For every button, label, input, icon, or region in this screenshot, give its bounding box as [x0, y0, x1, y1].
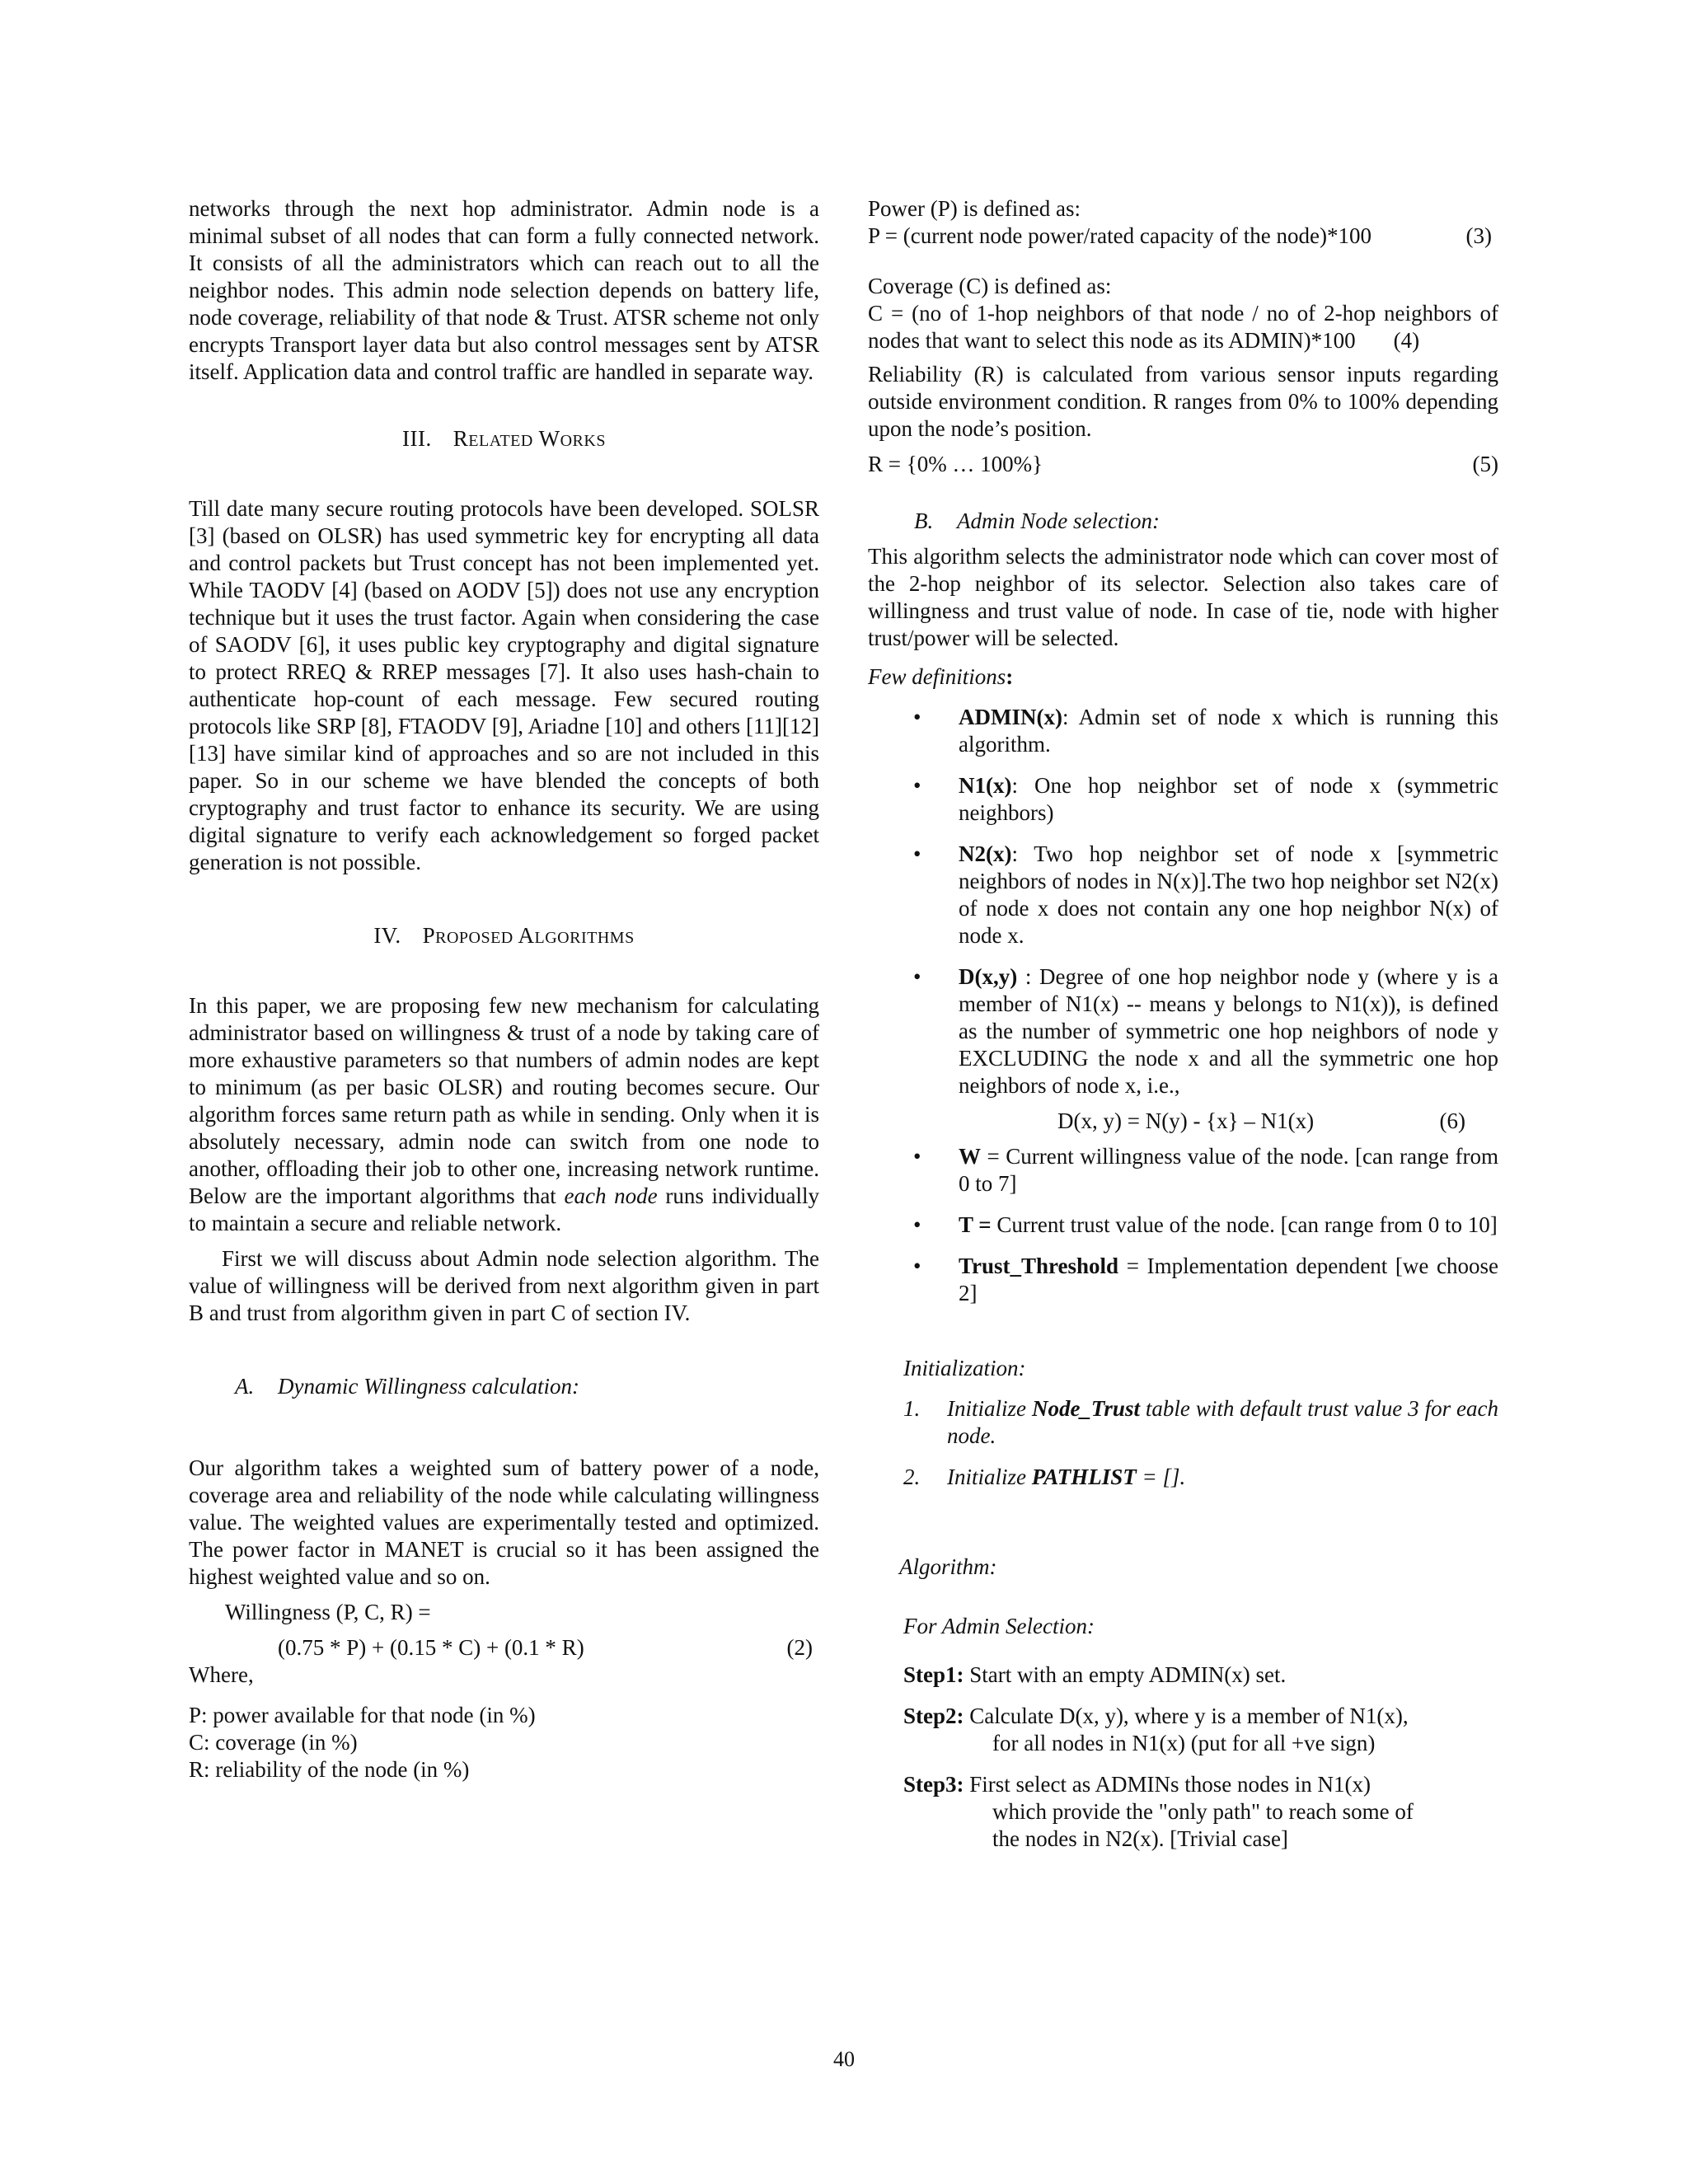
right-column [868, 195, 1498, 1853]
step-1: Step1: Start with an empty ADMIN(x) set. [903, 1662, 1287, 1687]
equation-6: D(x, y) = N(y) - {x} – N1(x) (6) [959, 1108, 1498, 1135]
definitions-list [868, 704, 1498, 1307]
equation-2-line-1: Willingness (P, C, R) = [225, 1600, 431, 1624]
section-heading-related-works: III. RELATED WORKS [402, 426, 606, 451]
step-3: Step3: First select as ADMINs those nodes in N1(x) which provide the "only path" to reach some of the nodes in N2(x). [Trivial case] [903, 1772, 1414, 1851]
equation-number: (5) [1472, 452, 1498, 476]
algorithm-heading: Algorithm: [899, 1554, 997, 1579]
equation-4: C = (no of 1-hop neighbors of that node / no of 2-hop neighbors of nodes that want to select this node as its ADMIN)*100 (4) [868, 301, 1498, 353]
bullet-icon: • [913, 1254, 921, 1278]
section-number: III. [402, 426, 432, 451]
intro-paragraph: networks through the next hop administrator. Admin node is a minimal subset of all nodes that can form a fully connected network. It consists of all the administrators which can reach out to all the neighbor nodes. This admin node selection depends on battery life, node coverage, reliability of that node & Trust. ATSR scheme not only encrypts Transport layer data but also control messages sent by ATSR itself. Application data and control traffic are handled in separate way. [189, 196, 819, 384]
equation-3: P = (current node power/rated capacity of the node)*100 (3) [868, 223, 1498, 250]
bullet-icon: • [913, 1144, 921, 1169]
willingness-paragraph: Our algorithm takes a weighted sum of battery power of a node, coverage area and reliability of the node while calculating willingness value. The weighted values are experimentally tested and optimized. The power factor in MANET is crucial so it has been assigned the highest weighted value and so on. [189, 1455, 819, 1589]
bullet-icon: • [913, 773, 921, 798]
initialization-heading: Initialization: [903, 1356, 1026, 1380]
admin-selection-heading: For Admin Selection: [903, 1614, 1095, 1638]
definition-trust: • T = Current trust value of the node. [can range from 0 to 10] [913, 1212, 1498, 1237]
definition-c: C: coverage (in %) [189, 1730, 358, 1755]
page-number: 40 [833, 2047, 855, 2071]
bullet-icon: • [913, 841, 921, 866]
initialization-step-1: 1. Initialize Node_Trust table with default trust value 3 for each node. [903, 1396, 1499, 1448]
proposed-paragraph: In this paper, we are proposing few new mechanism for calculating administrator based on willingness & trust of a node by taking care of more exhaustive parameters so that numbers of admin nodes are kept to minimum (as per basic OLSR) and routing becomes secure. Our algorithm forces same return path as while in sending. Only when it is absolutely necessary, admin node can switch from one node to another, offloading their job to other one, increasing network runtime. Below are the important algorithms that each node runs individually to maintain a secure and reliable network. [189, 993, 819, 1235]
subsection-heading-b: B. Admin Node selection: [914, 509, 1160, 533]
step-2: Step2: Calculate D(x, y), where y is a member of N1(x), for all nodes in N1(x) (put for all +ve sign) [903, 1704, 1409, 1755]
definition-r: R: reliability of the node (in %) [189, 1757, 470, 1782]
related-works-paragraph: Till date many secure routing protocols have been developed. SOLSR [3] (based on OLSR) has used symmetric key for encrypting all data and control packets but Trust concept has not been implemented yet. While TAODV [4] (based on AODV [5]) does not use any encryption technique but it uses the trust factor. Again when considering the case of SAODV [6], it uses public key cryptography and digital signature to protect RREQ & RREP messages [7]. It also uses hash-chain to authenticate hop-count of each message. Few secured routing protocols like SRP [8], FTAODV [9], Ariadne [10] and others [11][12][13] have similar kind of approaches and so are not included in this paper. So in our scheme we have blended the concepts of both cryptography and trust factor to enhance its security. We are using digital signature to verify each acknowledgement so forged packet generation is not possible. [189, 496, 819, 874]
where-label: Where, [189, 1662, 254, 1687]
bullet-icon: • [913, 705, 921, 729]
initialization-list [868, 1395, 1498, 1491]
subsection-heading-a: A. Dynamic Willingness calculation: [235, 1374, 579, 1399]
bullet-icon: • [913, 1212, 921, 1237]
definition-degree: • D(x,y) : Degree of one hop neighbor node y (where y is a member of N1(x) -- means y belongs to N1(x)), is defined as the number of symmetric one hop neighbors of node y EXCLUDING the node x and all the symmetric one hop neighbors of node x, i.e., D(x, y) = N(y) - {x} – N1(x) (6) [913, 964, 1498, 1133]
equation-2: (0.75 * P) + (0.15 * C) + (0.1 * R) (2) [189, 1634, 819, 1661]
bullet-icon: • [913, 964, 921, 989]
definition-willingness: • W = Current willingness value of the node. [can range from 0 to 7] [913, 1144, 1498, 1196]
power-definition-label: Power (P) is defined as: [868, 196, 1081, 221]
equation-number: (2) [786, 1635, 813, 1660]
left-column [189, 195, 819, 1783]
coverage-definition-label: Coverage (C) is defined as: [868, 274, 1112, 298]
definition-trust-threshold: • Trust_Threshold = Implementation dependent [we choose 2] [913, 1254, 1498, 1305]
equation-5: R = {0% … 100%} (5) [868, 452, 1498, 476]
equation-number: (4) [1393, 328, 1420, 353]
reliability-paragraph: Reliability (R) is calculated from various sensor inputs regarding outside environment condition. R ranges from 0% to 100% depending upon the node’s position. [868, 362, 1498, 441]
algorithm-steps [868, 1661, 1498, 1853]
initialization-step-2: 2. Initialize PATHLIST = []. [903, 1465, 1186, 1489]
section-heading-proposed-algorithms: IV. PROPOSED ALGORITHMS [373, 923, 635, 948]
section-number: IV. [373, 923, 401, 948]
first-discussion-paragraph: First we will discuss about Admin node selection algorithm. The value of willingness will be derived from next algorithm given in part B and trust from algorithm given in part C of section IV. [189, 1246, 819, 1325]
equation-number: (6) [1439, 1108, 1465, 1133]
definition-p: P: power available for that node (in %) [189, 1703, 536, 1727]
definition-n1: • N1(x): One hop neighbor set of node x (symmetric neighbors) [913, 773, 1498, 825]
equation-number: (3) [1465, 223, 1492, 248]
admin-selection-paragraph: This algorithm selects the administrator node which can cover most of the 2-hop neighbor of its selector. Selection also takes care of willingness and trust value of node. In case of tie, node with higher trust/power will be selected. [868, 544, 1498, 650]
few-definitions-label: Few definitions: [868, 664, 1014, 689]
definition-admin: • ADMIN(x): Admin set of node x which is running this algorithm. [913, 705, 1498, 757]
definition-n2: • N2(x): Two hop neighbor set of node x [symmetric neighbors of nodes in N(x)].The two hop neighbor set N2(x) of node x does not contain any one hop neighbor N(x) of node x. [913, 841, 1498, 948]
